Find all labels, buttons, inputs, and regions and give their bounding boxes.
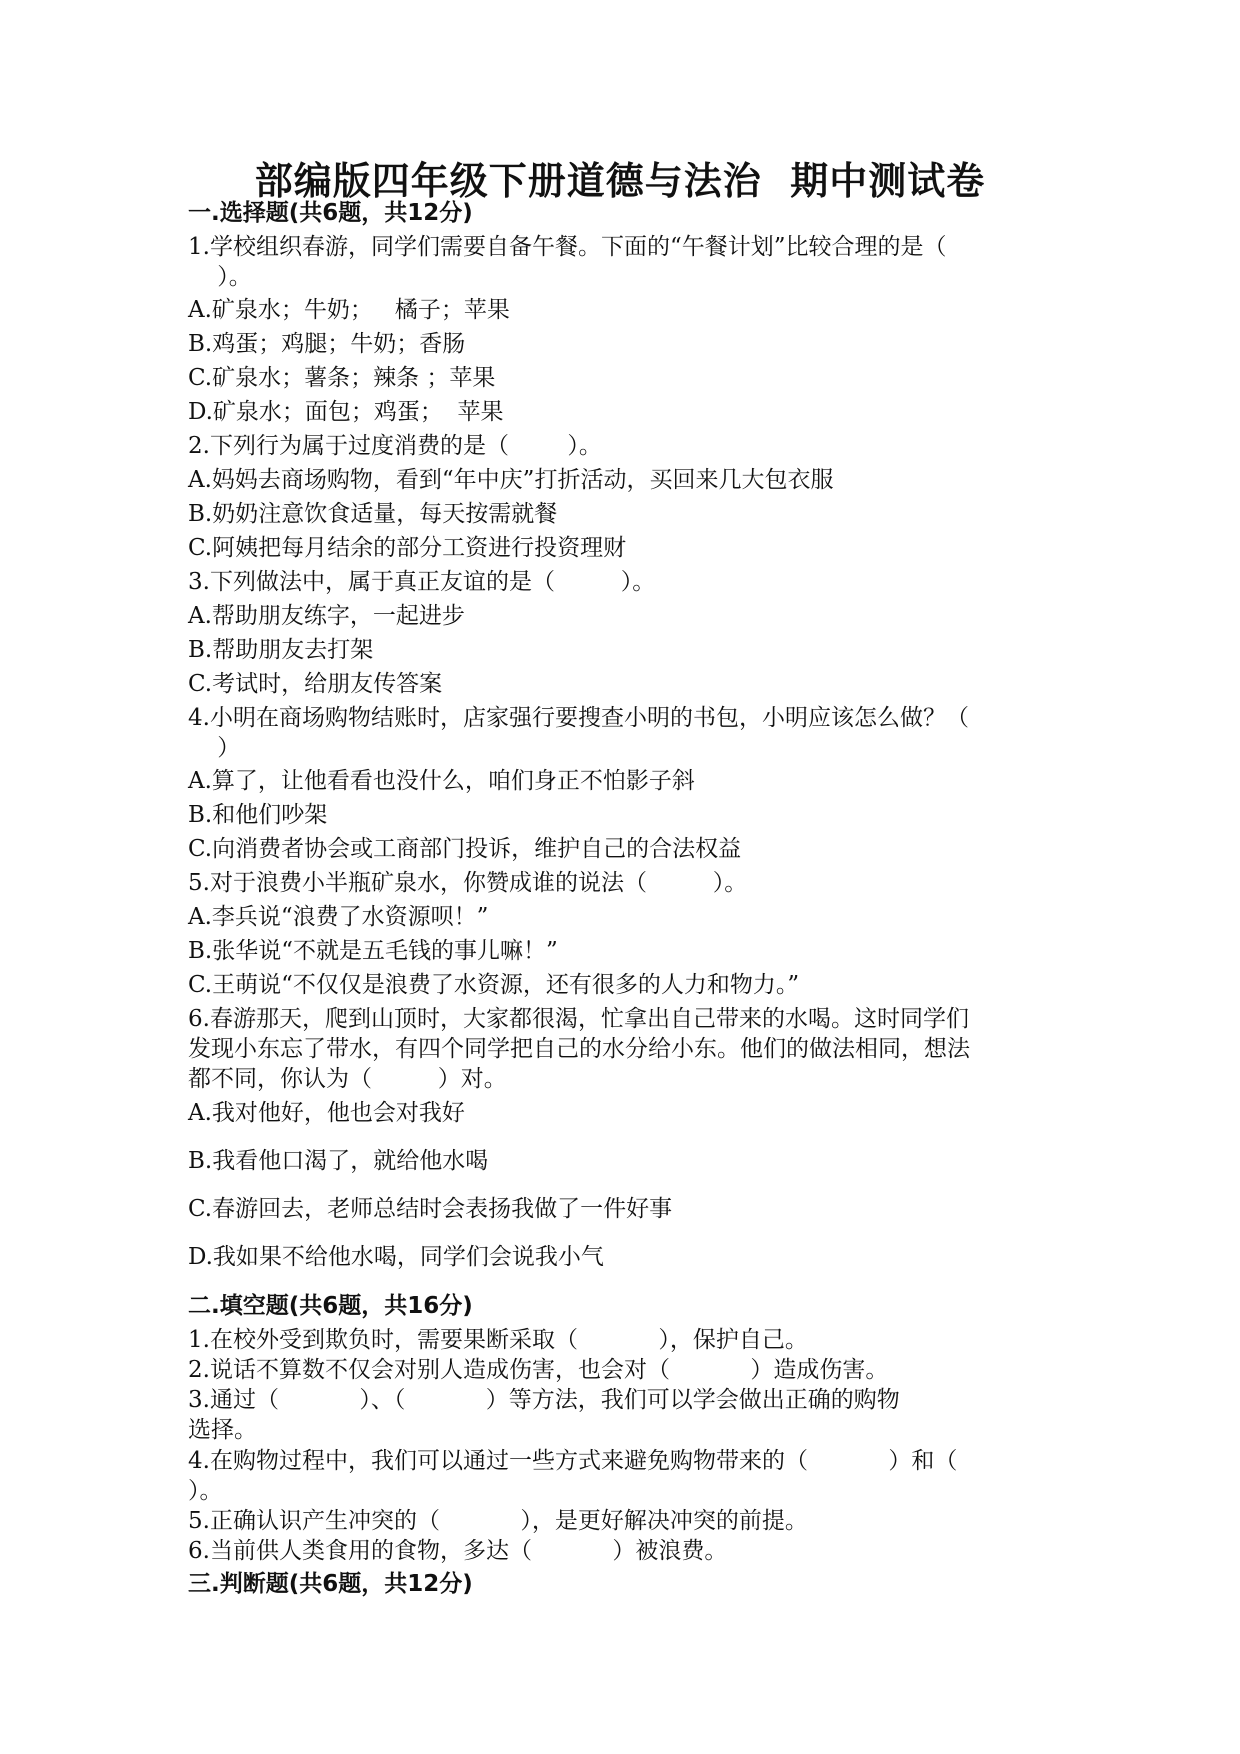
q6-option-a: A.我对他好，他也会对我好 [188, 1100, 465, 1126]
q3-option-a: A.帮助朋友练字，一起进步 [188, 603, 465, 629]
q6-option-d: D.我如果不给他水喝，同学们会说我小气 [188, 1244, 604, 1270]
fill-q2: 2.说话不算数不仅会对别人造成伤害，也会对（ ）造成伤害。 [188, 1357, 889, 1383]
q5-option-a: A.李兵说“浪费了水资源呗！” [188, 904, 489, 930]
q5-stem: 5.对于浪费小半瓶矿泉水，你赞成谁的说法（ ）。 [188, 870, 748, 896]
section-choice-heading: 一.选择题(共6题，共12分) [188, 200, 473, 226]
q5-option-b: B.张华说“不就是五毛钱的事儿嘛！” [188, 938, 558, 964]
q6-option-c: C.春游回去，老师总结时会表扬我做了一件好事 [188, 1196, 673, 1222]
q6-stem-line1: 6.春游那天，爬到山顶时，大家都很渴，忙拿出自己带来的水喝。这时同学们 [188, 1006, 969, 1032]
q5-option-c: C.王萌说“不仅仅是浪费了水资源，还有很多的人力和物力。” [188, 972, 800, 998]
q4-stem-line1: 4.小明在商场购物结账时，店家强行要搜查小明的书包，小明应该怎么做？（ [188, 705, 969, 731]
fill-q3-line2: 选择。 [188, 1417, 257, 1443]
fill-q5: 5.正确认识产生冲突的（ ），是更好解决冲突的前提。 [188, 1508, 808, 1534]
q6-stem-line3: 都不同，你认为（ ）对。 [188, 1066, 507, 1092]
q4-stem-line2: ） [188, 735, 241, 761]
q4-option-a: A.算了，让他看看也没什么，咱们身正不怕影子斜 [188, 768, 695, 794]
q4-option-c: C.向消费者协会或工商部门投诉，维护自己的合法权益 [188, 836, 742, 862]
q6-option-b: B.我看他口渴了，就给他水喝 [188, 1148, 489, 1174]
fill-q4-line2: ）。 [188, 1478, 223, 1504]
q4-option-b: B.和他们吵架 [188, 802, 328, 828]
q1-option-c: C.矿泉水；薯条；辣条 ；苹果 [188, 365, 496, 391]
q3-option-c: C.考试时，给朋友传答案 [188, 671, 443, 697]
q2-option-b: B.奶奶注意饮食适量，每天按需就餐 [188, 501, 558, 527]
fill-q6: 6.当前供人类食用的食物，多达（ ）被浪费。 [188, 1538, 728, 1564]
q2-stem: 2.下列行为属于过度消费的是（ ）。 [188, 433, 602, 459]
fill-q3-line1: 3.通过（ ）、（ ）等方法，我们可以学会做出正确的购物 [188, 1387, 900, 1413]
page-title: 部编版四年级下册道德与法治 期中测试卷 [254, 159, 986, 203]
section-fill-heading: 二.填空题(共6题，共16分) [188, 1293, 473, 1319]
q2-option-a: A.妈妈去商场购物，看到“年中庆”打折活动，买回来几大包衣服 [188, 467, 834, 493]
q6-stem-line2: 发现小东忘了带水，有四个同学把自己的水分给小东。他们的做法相同，想法 [188, 1036, 970, 1062]
fill-q4-line1: 4.在购物过程中，我们可以通过一些方式来避免购物带来的（ ）和（ [188, 1448, 958, 1474]
q1-option-a: A.矿泉水；牛奶； 橘子；苹果 [188, 297, 510, 323]
q1-option-b: B.鸡蛋；鸡腿；牛奶；香肠 [188, 331, 466, 357]
q2-option-c: C.阿姨把每月结余的部分工资进行投资理财 [188, 535, 627, 561]
fill-q1: 1.在校外受到欺负时，需要果断采取（ ），保护自己。 [188, 1327, 808, 1353]
q3-option-b: B.帮助朋友去打架 [188, 637, 374, 663]
q1-stem-line1: 1.学校组织春游，同学们需要自备午餐。下面的“午餐计划”比较合理的是（ [188, 234, 947, 260]
q1-stem-line2: ）。 [188, 264, 252, 290]
q1-option-d: D.矿泉水；面包；鸡蛋； 苹果 [188, 399, 504, 425]
q3-stem: 3.下列做法中，属于真正友谊的是（ ）。 [188, 569, 656, 595]
section-judge-heading: 三.判断题(共6题，共12分) [188, 1571, 473, 1597]
